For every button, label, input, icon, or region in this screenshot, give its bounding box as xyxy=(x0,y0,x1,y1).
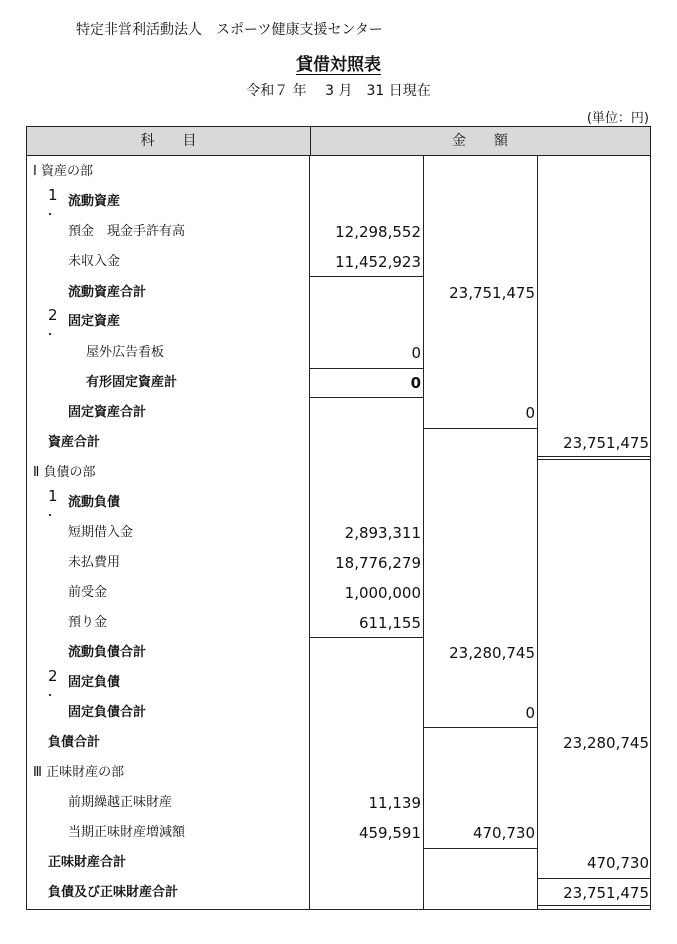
table-row xyxy=(26,247,651,277)
table-row xyxy=(26,848,651,878)
row-label: 資産合計 xyxy=(48,435,101,450)
row-label: 負債及び正味財産合計 xyxy=(48,885,179,900)
row-index: 1 xyxy=(48,487,58,505)
table-row xyxy=(26,728,651,758)
amount-col2: 23,280,745 xyxy=(449,644,535,662)
organization-name: 特定非営利活動法人 スポーツ健康支援センター xyxy=(76,22,383,38)
amount-col3: 23,751,475 xyxy=(563,884,649,902)
row-index-dot xyxy=(49,694,51,696)
row-label: 流動資産合計 xyxy=(68,285,147,300)
table-row xyxy=(26,788,651,818)
row-label: Ⅲ 正味財産の部 xyxy=(33,765,125,780)
title-text: 貸借対照表 xyxy=(296,55,381,75)
amount-col1: 0 xyxy=(410,374,421,392)
amount-col2: 470,730 xyxy=(472,824,535,842)
table-row xyxy=(26,338,651,368)
table-row xyxy=(26,187,651,217)
row-label: 未収入金 xyxy=(68,254,121,269)
amount-col3: 470,730 xyxy=(586,854,649,872)
row-label: 流動負債合計 xyxy=(68,645,147,660)
table-row xyxy=(26,398,651,428)
table-row xyxy=(26,638,651,668)
table-row xyxy=(26,488,651,518)
table-row xyxy=(26,578,651,608)
amount-col1: 611,155 xyxy=(358,614,421,632)
row-label: 固定負債 xyxy=(68,675,121,690)
amount-col1: 12,298,552 xyxy=(335,223,421,241)
row-label: 未払費用 xyxy=(68,555,121,570)
row-label: 固定資産 xyxy=(68,314,121,329)
row-index: 1 xyxy=(48,186,58,204)
row-label: 負債合計 xyxy=(48,735,101,750)
row-label: 預り金 xyxy=(68,615,108,630)
row-label: 前受金 xyxy=(68,585,108,600)
row-label: 正味財産合計 xyxy=(48,855,127,870)
amount-col1: 2,893,311 xyxy=(344,524,421,542)
table-row xyxy=(26,217,651,247)
row-index: 2 xyxy=(48,667,58,685)
amount-col1: 459,591 xyxy=(358,824,421,842)
row-index-dot xyxy=(49,514,51,516)
header-amount: 金 額 xyxy=(452,133,508,149)
table-row xyxy=(26,368,651,398)
amount-col2: 0 xyxy=(525,704,535,722)
amount-col1: 18,776,279 xyxy=(335,554,421,572)
row-label: 屋外広告看板 xyxy=(86,345,165,360)
report-date: 令和７ 年 3 月 31 日現在 xyxy=(246,83,431,99)
table-row xyxy=(26,668,651,698)
table-row xyxy=(26,428,651,458)
amount-col3: 23,280,745 xyxy=(563,734,649,752)
row-label: Ⅱ 負債の部 xyxy=(33,465,96,480)
amount-col1: 0 xyxy=(411,344,421,362)
unit-label: (単位：円) xyxy=(586,111,649,126)
table-row xyxy=(26,157,651,187)
table-row xyxy=(26,278,651,308)
row-index-dot xyxy=(49,213,51,215)
table-row xyxy=(26,518,651,548)
row-label: 流動負債 xyxy=(68,495,121,510)
amount-col1: 11,452,923 xyxy=(335,253,421,271)
amount-col1: 11,139 xyxy=(368,794,421,812)
row-label: 固定負債合計 xyxy=(68,705,147,720)
table-row xyxy=(26,818,651,848)
row-label: 流動資産 xyxy=(68,194,121,209)
document-title xyxy=(0,50,677,75)
header-item: 科 目 xyxy=(27,127,311,155)
row-label: 固定資産合計 xyxy=(68,405,147,420)
table-row xyxy=(26,698,651,728)
row-label: Ⅰ 資産の部 xyxy=(33,164,93,179)
table-row xyxy=(26,307,651,337)
amount-col3: 23,751,475 xyxy=(563,434,649,452)
row-label: 預金 現金手許有高 xyxy=(68,224,186,239)
amount-col2: 0 xyxy=(525,404,535,422)
table-header xyxy=(26,126,651,156)
row-index-dot xyxy=(49,333,51,335)
table-row xyxy=(26,758,651,788)
row-label: 有形固定資産計 xyxy=(86,375,178,390)
table-row xyxy=(26,548,651,578)
row-index: 2 xyxy=(48,306,58,324)
table-row xyxy=(26,878,651,908)
table-row xyxy=(26,458,651,488)
amount-col2: 23,751,475 xyxy=(449,284,535,302)
row-label: 短期借入金 xyxy=(68,525,134,540)
row-label: 前期繰越正味財産 xyxy=(68,795,173,810)
amount-col1: 1,000,000 xyxy=(344,584,421,602)
table-row xyxy=(26,608,651,638)
row-label: 当期正味財産増減額 xyxy=(68,825,186,840)
